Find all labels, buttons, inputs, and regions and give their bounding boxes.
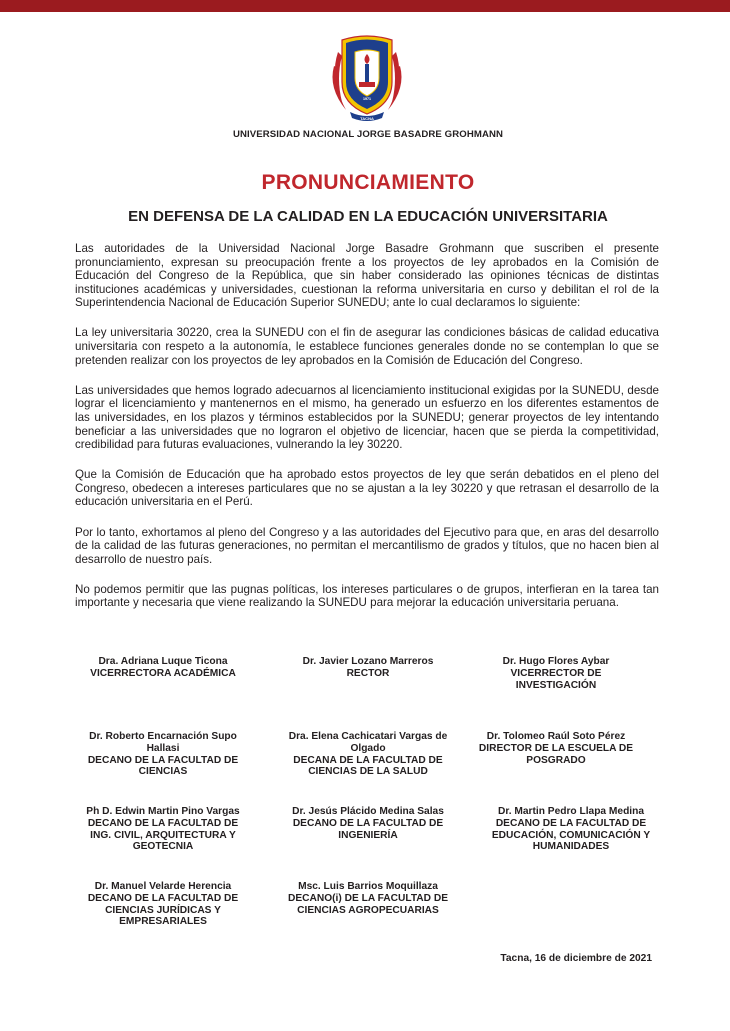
top-brand-bar bbox=[0, 0, 730, 12]
statement-body bbox=[75, 242, 659, 626]
signatory-role: DECANA DE LA FACULTAD DE CIENCIAS DE LA SALUD bbox=[293, 754, 443, 778]
signature-block bbox=[268, 656, 468, 680]
paragraph: Las universidades que hemos logrado adecuarnos al licenciamiento institucional exigidas por la SUNEDU, desde lograr el licenciamiento y mantenernos en el mismo, ha generado un esfuerzo en los diferentes estamentos de las universidades, en los plazos y términos establecidos por la SUNEDU; generar proyectos de ley intentando beneficiar a las universidades que no lograron el objetivo de licenciar, hacen que se pierda la competitividad, credibilidad para futuras evaluaciones, vulnerando la ley 30220. bbox=[75, 383, 659, 452]
signatory-role: RECTOR bbox=[346, 667, 390, 679]
signature-block bbox=[268, 881, 468, 916]
signature-block bbox=[63, 806, 263, 853]
signatory-name: Dr. Manuel Velarde Herencia bbox=[94, 881, 232, 892]
signature-block bbox=[63, 881, 263, 928]
document-date: Tacna, 16 de diciembre de 2021 bbox=[500, 953, 652, 964]
signatory-name: Dr. Hugo Flores Aybar bbox=[502, 656, 610, 667]
signatory-name: Dr. Javier Lozano Marreros bbox=[302, 656, 434, 667]
signatory-name: Ph D. Edwin Martin Pino Vargas bbox=[86, 806, 240, 817]
university-name: UNIVERSIDAD NACIONAL JORGE BASADRE GROHMANN bbox=[232, 129, 504, 140]
signature-block bbox=[471, 731, 641, 766]
paragraph: No podemos permitir que las pugnas políticas, los intereses particulares o de grupos, interfieran en la tarea tan importante y necesaria que viene realizando la SUNEDU para mejorar la educación universitaria peruana. bbox=[75, 582, 659, 610]
signatory-role: DECANO DE LA FACULTAD DE CIENCIAS bbox=[87, 754, 239, 778]
svg-text:1971: 1971 bbox=[363, 97, 371, 101]
signatory-role: DIRECTOR DE LA ESCUELA DE POSGRADO bbox=[478, 742, 634, 766]
signatory-role: DECANO DE LA FACULTAD DE EDUCACIÓN, COMUNICACIÓN Y HUMANIDADES bbox=[491, 817, 651, 853]
signatory-role: DECANO DE LA FACULTAD DE CIENCIAS JURÍDICAS Y EMPRESARIALES bbox=[87, 892, 239, 928]
paragraph: Por lo tanto, exhortamos al pleno del Congreso y a las autoridades del Ejecutivo para que, en aras del desarrollo de la calidad de las futuras generaciones, no permitan el mercantilismo de grados y títulos, que no hacen bien al desarrollo de nuestro país. bbox=[75, 525, 659, 566]
signature-block bbox=[471, 806, 671, 853]
signatory-name: Msc. Luis Barrios Moquillaza bbox=[298, 881, 438, 892]
document-subtitle: EN DEFENSA DE LA CALIDAD EN LA EDUCACIÓN UNIVERSITARIA bbox=[128, 208, 608, 225]
paragraph: Las autoridades de la Universidad Nacional Jorge Basadre Grohmann que suscriben el presente pronunciamiento, expresan su preocupación frente a los proyectos de ley aprobados en la Comisión de Educación del Congreso de la República, que sin haber considerado las opiniones técnicas de distintas instituciones académicas y universidades, cuestionan la reforma universitaria en curso y debilitan el rol de la Superintendencia Nacional de Educación Superior SUNEDU; ante lo cual declaramos lo siguiente: bbox=[75, 242, 659, 310]
signatory-name: Dr. Jesús Plácido Medina Salas bbox=[292, 806, 444, 817]
signatory-name: Dr. Martin Pedro Llapa Medina bbox=[497, 806, 645, 817]
signature-block bbox=[63, 656, 263, 680]
university-seal-logo bbox=[328, 30, 406, 122]
signatory-role: DECANO DE LA FACULTAD DE INGENIERÍA bbox=[292, 817, 444, 841]
signature-block bbox=[268, 731, 468, 778]
signatory-name: Dra. Adriana Luque Ticona bbox=[98, 656, 228, 667]
svg-text:TACNA: TACNA bbox=[360, 116, 374, 121]
signature-block bbox=[268, 806, 468, 841]
signature-block bbox=[471, 656, 641, 691]
paragraph: Que la Comisión de Educación que ha aprobado estos proyectos de ley que serán debatidos en el pleno del Congreso, obedecen a intereses particulares que no se ajustan a la ley 30220 y que retrasan el desarrollo de la educación universitaria en el Perú. bbox=[75, 468, 659, 509]
signatory-role: DECANO(i) DE LA FACULTAD DE CIENCIAS AGROPECUARIAS bbox=[288, 892, 448, 916]
signatory-role: VICERRECTOR DE INVESTIGACIÓN bbox=[510, 667, 602, 691]
signatory-name: Dr. Roberto Encarnación Supo Hallasi bbox=[89, 731, 237, 754]
signatory-name: Dr. Tolomeo Raúl Soto Pérez bbox=[486, 731, 626, 742]
document-title: PRONUNCIAMIENTO bbox=[261, 171, 475, 194]
paragraph: La ley universitaria 30220, crea la SUNEDU con el fin de asegurar las condiciones básicas de calidad educativa universitaria con respeto a la autonomía, le establece funciones generales donde no se contemplan lo que se pretenden realizar con los proyectos de ley aprobados en la Comisión de Educación del Congreso. bbox=[75, 326, 659, 367]
signature-block bbox=[63, 731, 263, 778]
signatory-role: VICERRECTORA ACADÉMICA bbox=[90, 667, 236, 679]
signatory-name: Dra. Elena Cachicatari Vargas de Olgado bbox=[288, 731, 448, 754]
signatory-role: DECANO DE LA FACULTAD DE ING. CIVIL, ARQUITECTURA Y GEOTECNIA bbox=[87, 817, 239, 853]
